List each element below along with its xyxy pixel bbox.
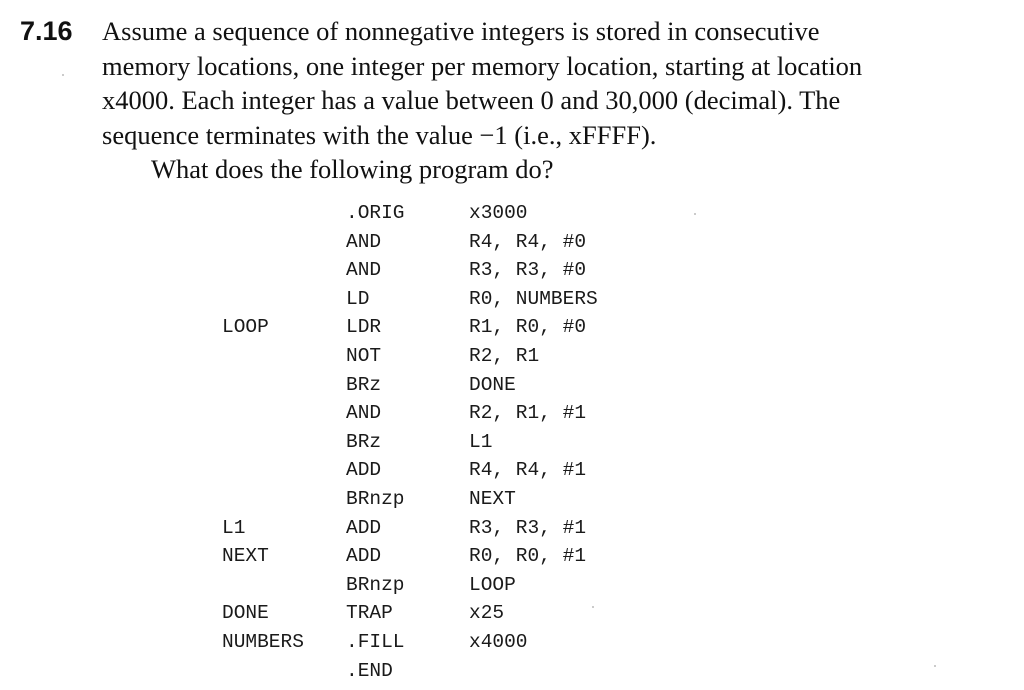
code-opcode: LD <box>346 287 370 310</box>
code-label: NEXT <box>222 545 269 568</box>
code-operands: NEXT <box>469 487 516 510</box>
code-line <box>0 285 1024 314</box>
problem-statement <box>102 14 1002 152</box>
code-operands: x25 <box>469 602 505 625</box>
code-operands: R4, R4, #0 <box>469 230 587 253</box>
code-operands: R3, R3, #1 <box>469 516 587 539</box>
code-line <box>0 628 1024 657</box>
code-operands: R0, NUMBERS <box>469 287 598 310</box>
code-line <box>0 571 1024 600</box>
code-line <box>0 599 1024 628</box>
code-opcode: ADD <box>346 545 382 568</box>
code-opcode: .ORIG <box>346 202 405 224</box>
code-line <box>0 657 1024 686</box>
code-opcode: NOT <box>346 344 382 367</box>
problem-line: x4000. Each integer has a value between 0 and 30,000 (decimal). The <box>102 85 841 115</box>
code-line <box>0 228 1024 257</box>
code-line <box>0 199 1024 228</box>
code-line <box>0 313 1024 342</box>
code-line <box>0 342 1024 371</box>
code-opcode: AND <box>346 230 382 253</box>
code-opcode: BRnzp <box>346 487 405 510</box>
problem-line: memory locations, one integer per memory location, starting at location <box>102 50 863 81</box>
code-operands: LOOP <box>469 573 516 596</box>
code-line <box>0 542 1024 571</box>
code-line <box>0 256 1024 285</box>
code-opcode: .FILL <box>346 630 405 653</box>
code-opcode: AND <box>346 259 382 282</box>
code-operands: R4, R4, #1 <box>469 459 587 482</box>
scan-speck <box>934 665 936 667</box>
code-opcode: AND <box>346 402 382 425</box>
code-line <box>0 399 1024 428</box>
code-opcode: LDR <box>346 316 382 339</box>
code-label: NUMBERS <box>222 630 304 653</box>
problem-number: 7.16 <box>20 16 73 46</box>
scan-speck <box>592 606 594 608</box>
code-operands: R0, R0, #1 <box>469 545 587 568</box>
code-operands: R1, R0, #0 <box>469 316 587 339</box>
code-line <box>0 371 1024 400</box>
code-operands: R2, R1 <box>469 344 540 367</box>
scan-speck <box>694 213 696 215</box>
code-operands: L1 <box>469 430 493 453</box>
code-opcode: BRnzp <box>346 573 405 596</box>
code-opcode: .END <box>346 659 393 682</box>
scan-speck <box>62 74 64 76</box>
code-operands: R3, R3, #0 <box>469 259 587 282</box>
code-label: DONE <box>222 602 269 625</box>
assembly-code-listing <box>0 199 1024 685</box>
code-opcode: ADD <box>346 516 382 539</box>
code-line <box>0 514 1024 543</box>
code-opcode: BRz <box>346 373 382 396</box>
code-line <box>0 485 1024 514</box>
code-operands: DONE <box>469 373 516 396</box>
code-opcode: BRz <box>346 430 382 453</box>
code-operands: x3000 <box>469 202 528 224</box>
code-operands: R2, R1, #1 <box>469 402 587 425</box>
code-line <box>0 428 1024 457</box>
code-opcode: TRAP <box>346 602 393 625</box>
problem-line: sequence terminates with the value −1 (i.e., xFFFF). <box>102 119 657 150</box>
code-label: L1 <box>222 516 246 539</box>
code-line <box>0 456 1024 485</box>
code-label: LOOP <box>222 316 269 339</box>
code-opcode: ADD <box>346 459 382 482</box>
problem-line: Assume a sequence of nonnegative integers is stored in consecutive <box>102 16 820 46</box>
code-operands: x4000 <box>469 630 528 653</box>
problem-question: What does the following program do? <box>151 154 554 184</box>
